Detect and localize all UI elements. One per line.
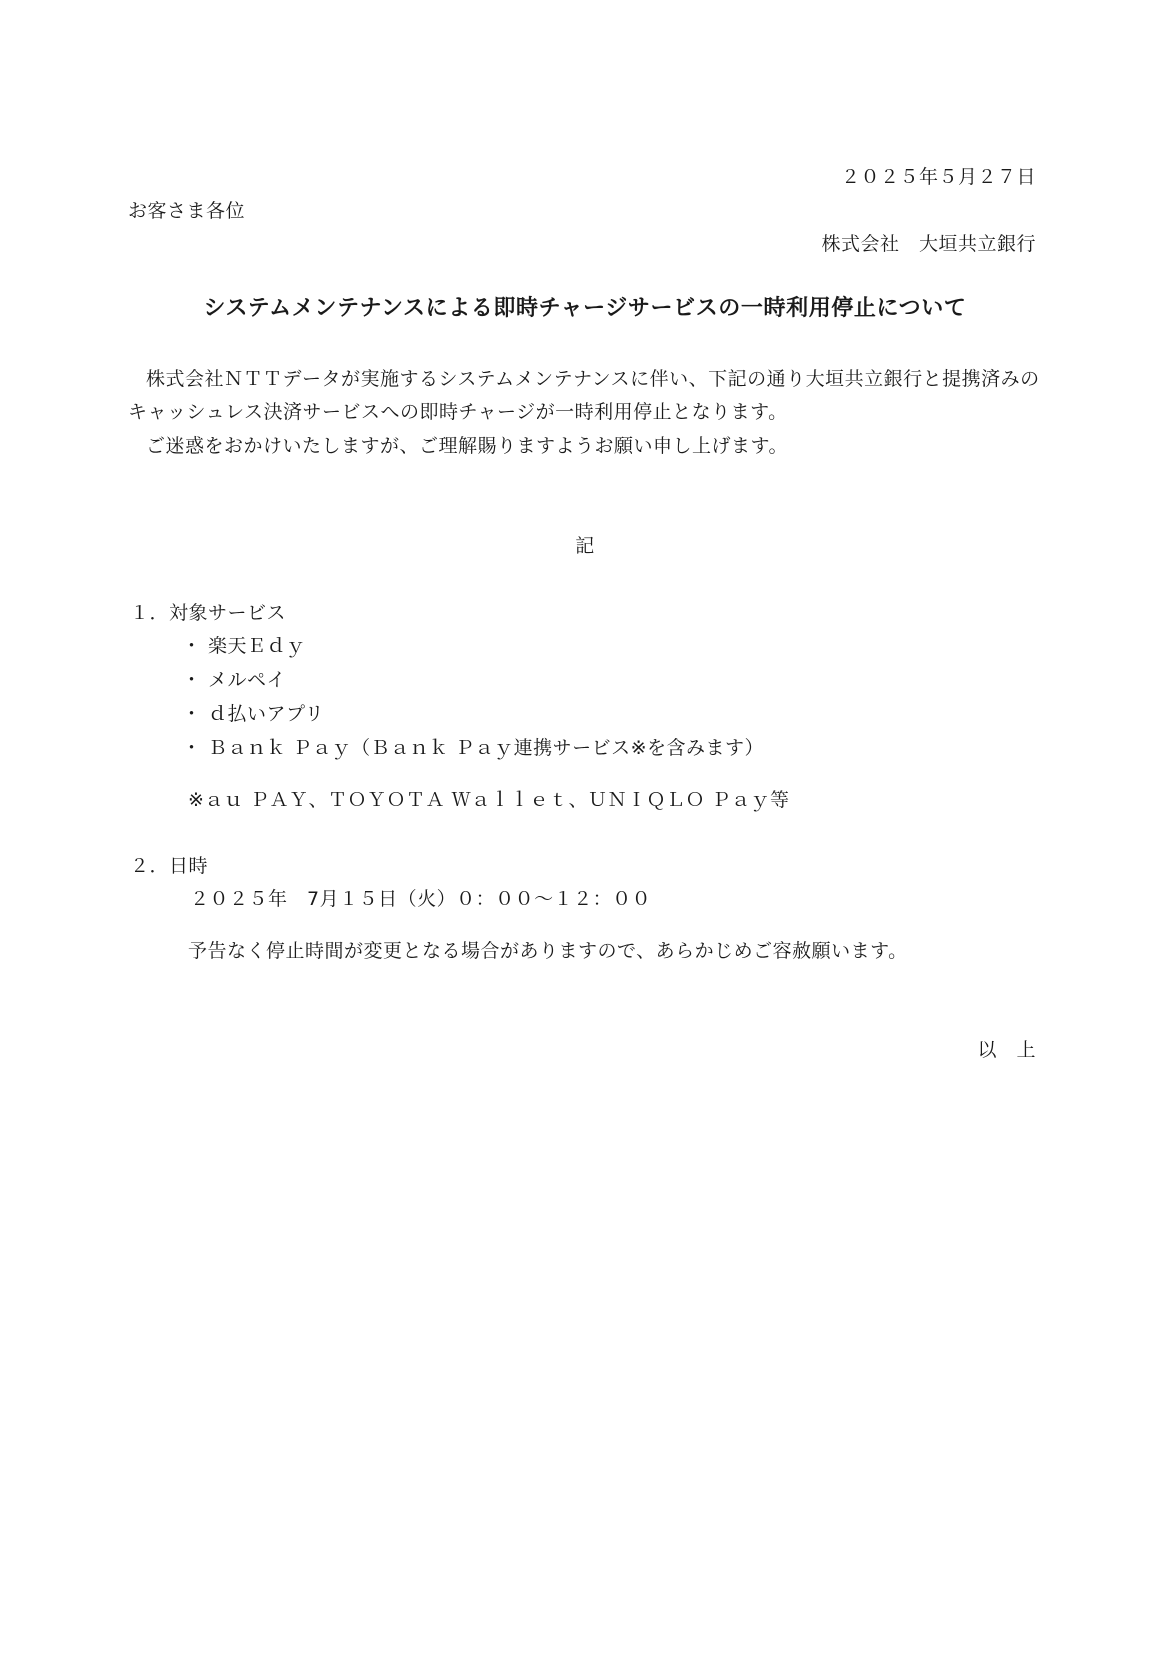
body-line-3: ご迷惑をおかけいたしますが、ご理解賜りますようお願い申し上げます。	[146, 435, 788, 457]
closing-mark: 以 上	[977, 1039, 1036, 1061]
maintenance-datetime: ２０２５年 7月１５日（火）０：００～１２：００	[190, 888, 652, 910]
sender: 株式会社 大垣共立銀行	[821, 233, 1036, 255]
recipient: お客さま各位	[128, 200, 246, 222]
section1-heading: １．対象サービス	[130, 602, 287, 624]
ki-heading: 記	[575, 535, 595, 557]
section2-heading: ２．日時	[130, 855, 209, 877]
issue-date: ２０２５年５月２７日	[840, 166, 1036, 188]
schedule-note: 予告なく停止時間が変更となる場合がありますので、あらかじめご容赦願います。	[188, 940, 908, 962]
body-line-1: 株式会社ＮＴＴデータが実施するシステムメンテナンスに伴い、下記の通り大垣共立銀行と提携済みの	[146, 368, 1040, 390]
document-title: システムメンテナンスによる即時チャージサービスの一時利用停止について	[203, 296, 967, 321]
body-line-2: キャッシュレス決済サービスへの即時チャージが一時利用停止となります。	[128, 401, 788, 423]
service-item-edy: ・ 楽天Ｅｄｙ	[182, 635, 306, 657]
service-item-merpay: ・ メルペイ	[182, 669, 287, 691]
service-item-dbarai: ・ ｄ払いアプリ	[182, 703, 325, 725]
bankpay-note: ※ａｕ ＰＡＹ、ＴＯＹＯＴＡ Ｗａｌｌｅｔ、ＵＮＩＱＬＯ Ｐａｙ等	[188, 789, 790, 811]
service-item-bankpay: ・ Ｂａｎｋ Ｐａｙ（Ｂａｎｋ Ｐａｙ連携サービス※を含みます）	[182, 737, 765, 759]
